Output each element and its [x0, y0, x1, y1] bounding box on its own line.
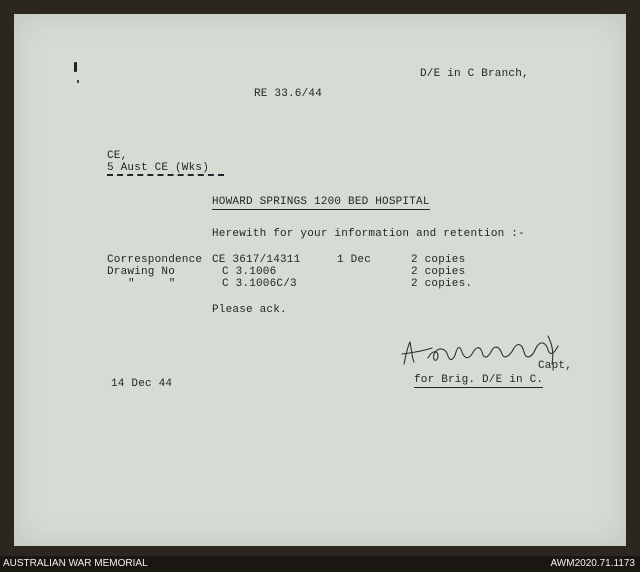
addressee-rule [107, 174, 224, 176]
row-label: " " [128, 278, 176, 290]
footer-accession-number: AWM2020.71.1173 [550, 558, 635, 569]
row-copies: 2 copies. [411, 278, 473, 290]
signature-rank: Capt, [538, 360, 573, 372]
signature-block: for Brig. D/E in C. [414, 374, 544, 386]
subject-heading: HOWARD SPRINGS 1200 BED HOSPITAL [212, 196, 430, 208]
reference-number: RE 33.6/44 [254, 88, 323, 100]
row-label: Drawing No [107, 266, 176, 278]
staple-mark [74, 62, 77, 72]
addressee-line-1: CE, [107, 150, 128, 162]
row-date: 1 Dec [337, 254, 372, 266]
row-ref: C 3.1006 [222, 266, 277, 278]
punch-mark [77, 80, 79, 83]
addressee-line-2: 5 Aust CE (Wks) [107, 162, 210, 174]
branch-heading: D/E in C Branch, [420, 68, 529, 80]
row-ref: CE 3617/14311 [212, 254, 301, 266]
row-copies: 2 copies [411, 254, 466, 266]
row-label: Correspondence [107, 254, 203, 266]
closing-text: Please ack. [212, 304, 287, 316]
intro-text: Herewith for your information and retention :- [212, 228, 525, 240]
row-ref: C 3.1006C/3 [222, 278, 297, 290]
row-copies: 2 copies [411, 266, 466, 278]
document-date: 14 Dec 44 [111, 378, 173, 390]
footer-institution: AUSTRALIAN WAR MEMORIAL [3, 558, 148, 569]
